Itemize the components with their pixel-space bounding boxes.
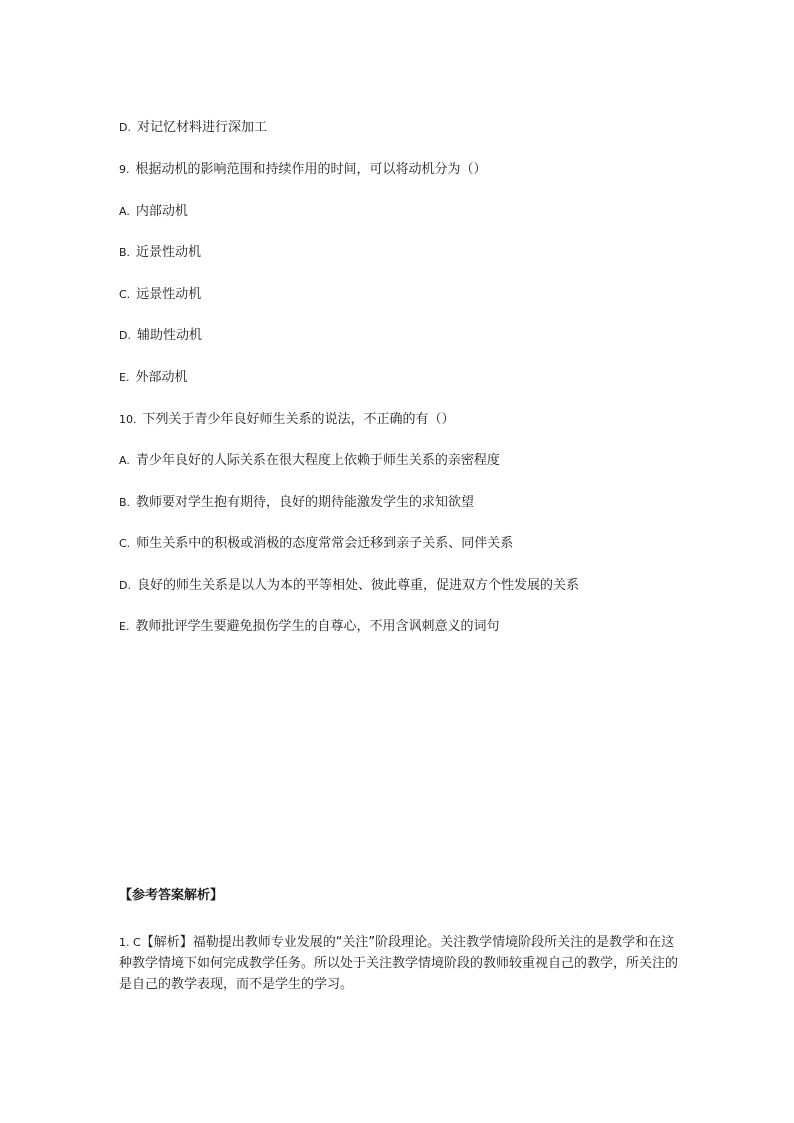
q9-option-e bbox=[119, 369, 187, 387]
option-prefix: C. bbox=[119, 537, 131, 550]
option-prefix: D. bbox=[119, 329, 131, 342]
option-text: 师生关系中的积极或消极的态度常常会迁移到亲子关系、同伴关系 bbox=[136, 536, 514, 551]
option-prefix: B. bbox=[119, 246, 131, 259]
answer-explanation-1 bbox=[119, 932, 679, 995]
option-text: 青少年良好的人际关系在很大程度上依赖于师生关系的亲密程度 bbox=[135, 453, 500, 468]
q10-option-c bbox=[119, 535, 513, 553]
answer-key: 1. C bbox=[119, 936, 141, 949]
q9-stem bbox=[119, 161, 487, 179]
option-prefix: E. bbox=[119, 371, 130, 384]
question-text: 下列关于青少年良好师生关系的说法，不正确的有（） bbox=[142, 412, 455, 427]
option-prefix: D. bbox=[119, 579, 131, 592]
question-number: 9. bbox=[119, 163, 130, 176]
option-text: 外部动机 bbox=[135, 370, 188, 385]
option-prefix: B. bbox=[119, 496, 131, 509]
option-text: 远景性动机 bbox=[136, 287, 202, 302]
option-prefix: A. bbox=[119, 454, 130, 467]
q9-option-c bbox=[119, 286, 201, 304]
option-text: 良好的师生关系是以人为本的平等相处、彼此尊重，促进双方个性发展的关系 bbox=[136, 578, 579, 593]
option-text: 近景性动机 bbox=[136, 245, 202, 260]
q10-option-e bbox=[119, 618, 499, 636]
option-text: 内部动机 bbox=[135, 204, 188, 219]
q9-option-d bbox=[119, 327, 202, 345]
q10-option-b bbox=[119, 494, 474, 512]
option-prefix: E. bbox=[119, 620, 130, 633]
question-number: 10. bbox=[119, 413, 137, 426]
question-text: 根据动机的影响范围和持续作用的时间，可以将动机分为（） bbox=[135, 162, 487, 177]
option-text: 教师批评学生要避免损伤学生的自尊心，不用含讽刺意义的词句 bbox=[135, 619, 500, 634]
q10-option-d bbox=[119, 577, 579, 595]
answer-section-heading: 【参考答案解析】 bbox=[119, 888, 224, 903]
option-prefix: D. bbox=[119, 121, 131, 134]
option-prefix: A. bbox=[119, 205, 130, 218]
option-text: 辅助性动机 bbox=[136, 328, 202, 343]
option-text: 对记忆材料进行深加工 bbox=[136, 120, 267, 135]
q9-option-b bbox=[119, 244, 201, 262]
q10-option-a bbox=[119, 452, 500, 470]
q8-option-d bbox=[119, 119, 267, 137]
option-text: 教师要对学生抱有期待，良好的期待能激发学生的求知欲望 bbox=[136, 495, 475, 510]
option-prefix: C. bbox=[119, 288, 131, 301]
q10-stem bbox=[119, 411, 455, 429]
answer-explanation-text: 【解析】福勒提出教师专业发展的“关注”阶段理论。关注教学情境阶段所关注的是教学和在这种教学情境下如何完成教学任务。所以处于关注教学情境阶段的教师较重视自己的教学，所关注的是自己的教学表现，而不是学生的学习。 bbox=[119, 935, 679, 992]
q9-option-a bbox=[119, 203, 188, 221]
